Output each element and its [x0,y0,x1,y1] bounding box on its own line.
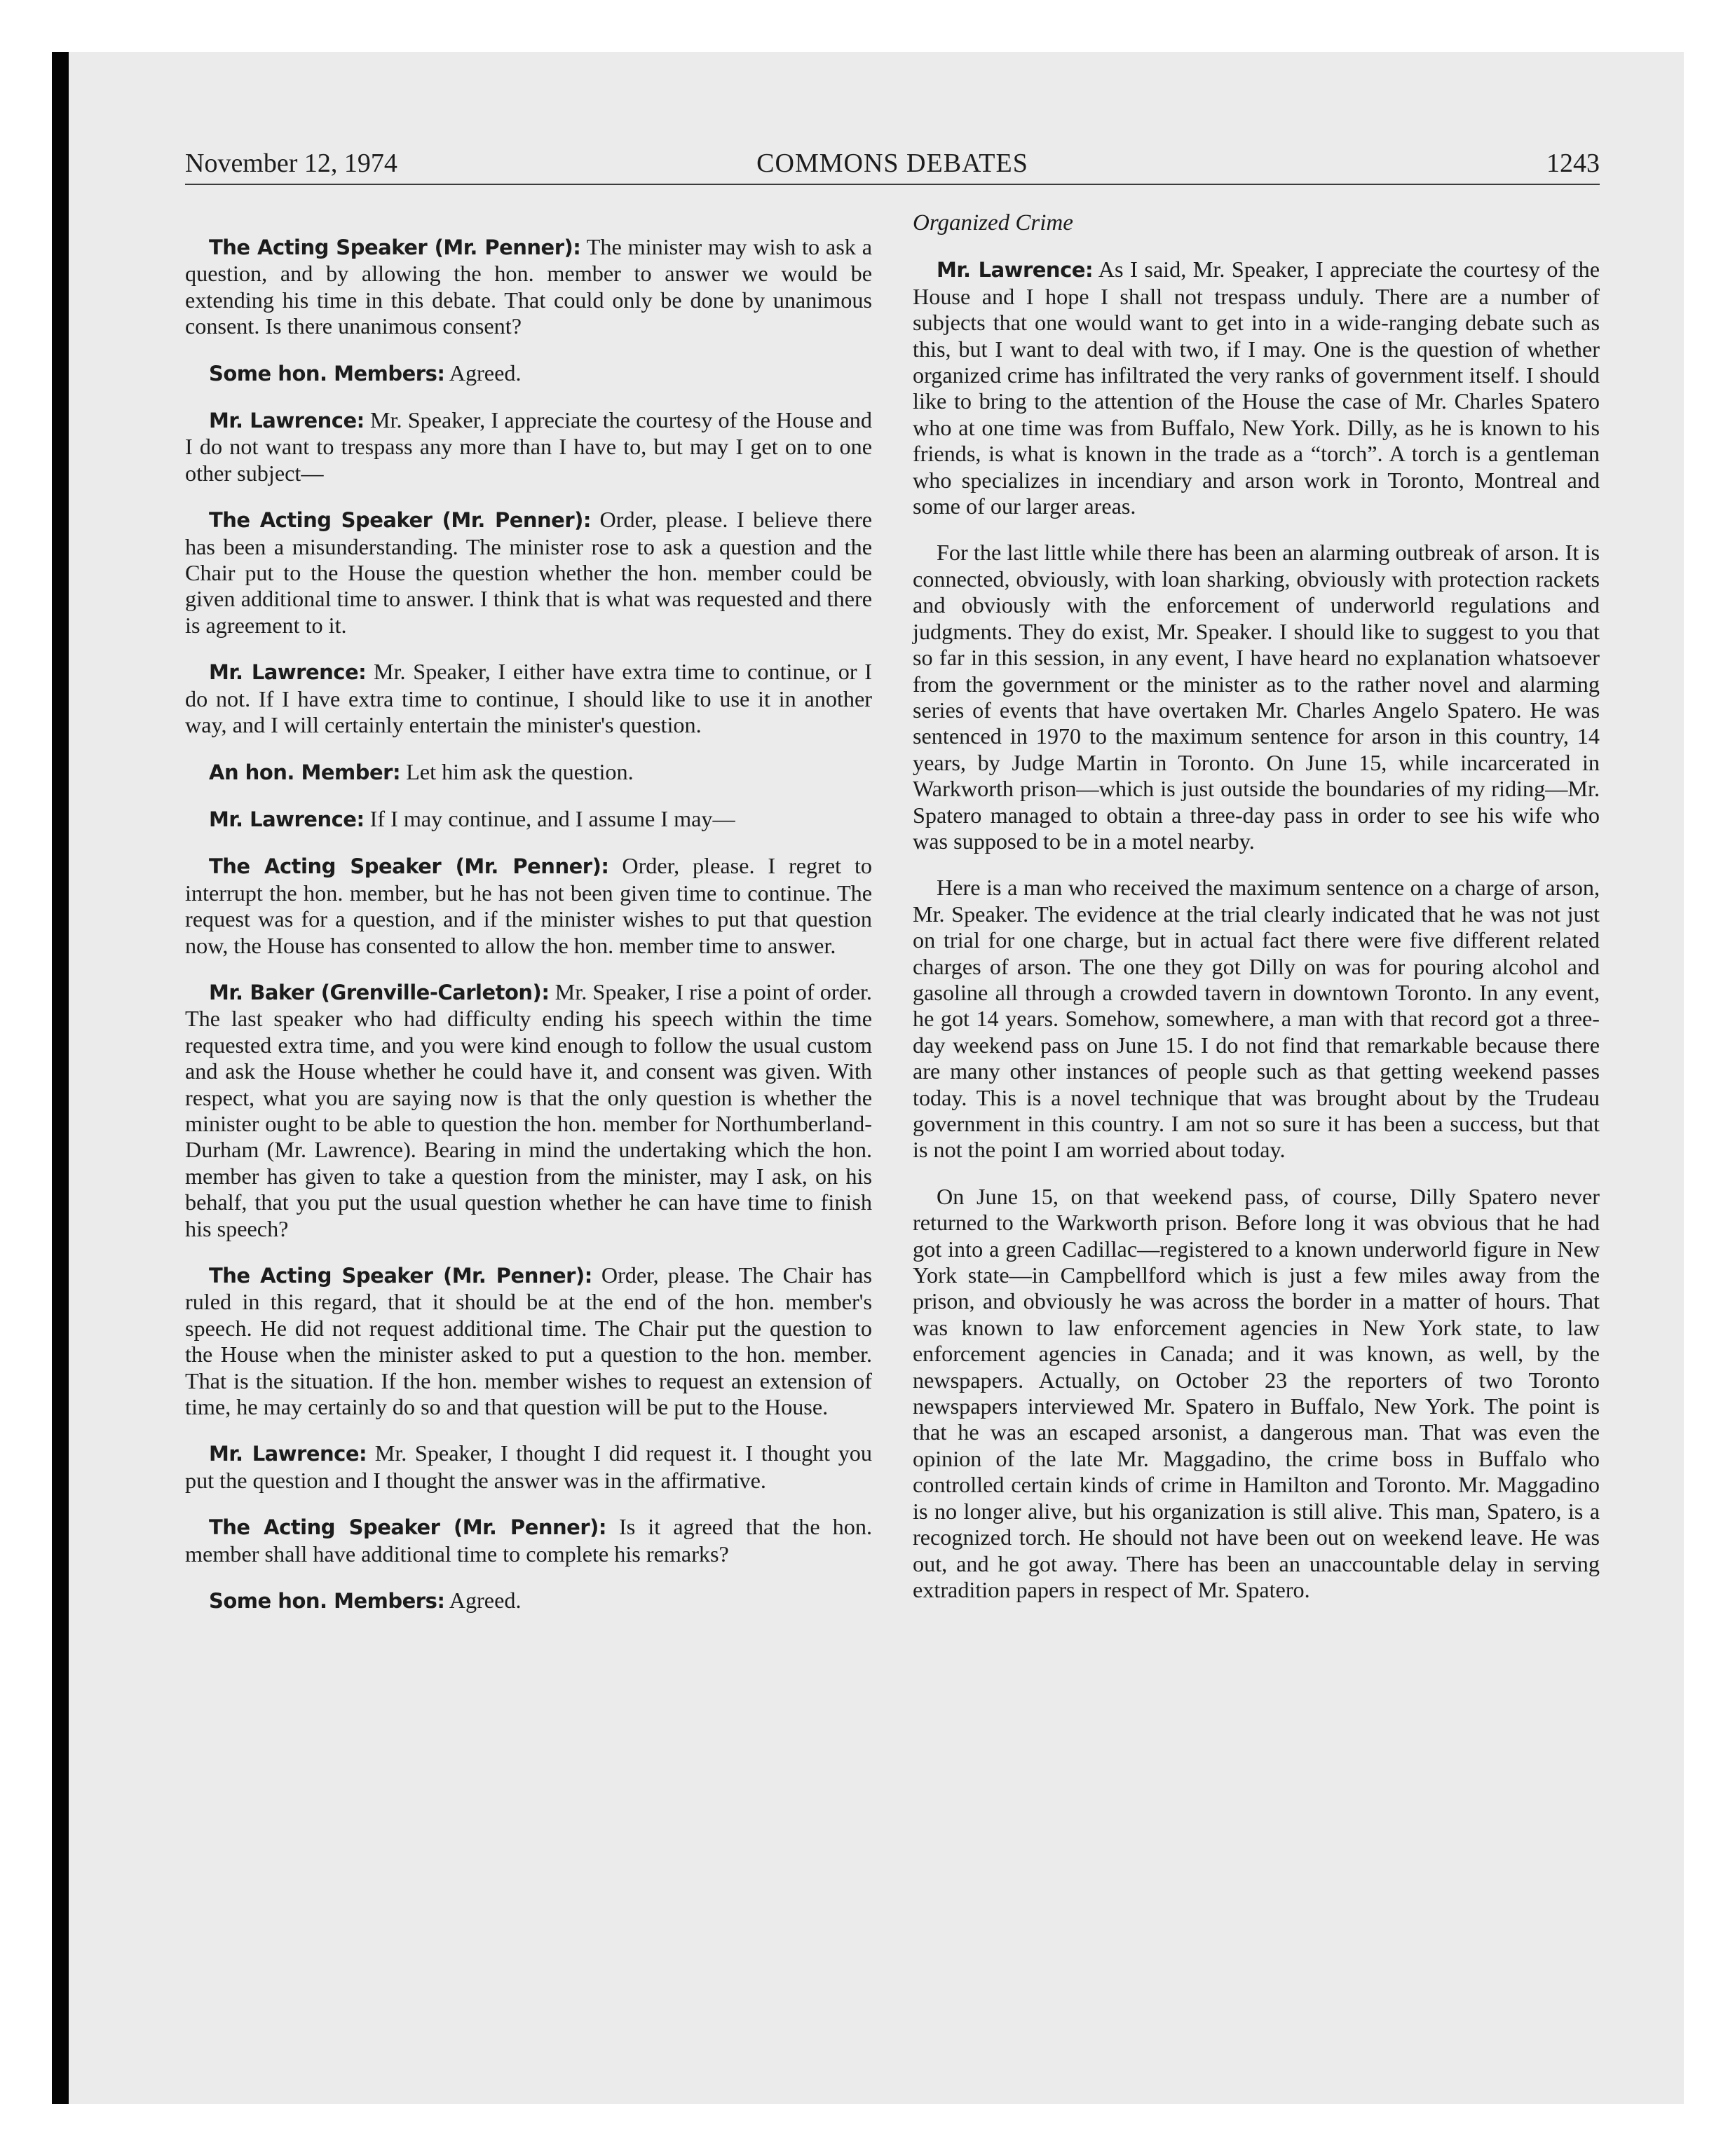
speech-text: Mr. Speaker, I rise a point of order. The last speaker who had difficulty ending his speech within the time requested extra time, and you were kind enough to follow the usual custom and ask the House whether he could have it, and consent was given. With respect, what you are saying now is that the only question is whether the minister ought to be able to question the hon. member for Northumberland-Durham (Mr. Lawrence). Bearing in mind the undertaking which the hon. member has given to take a question from the minister, may I ask, on his behalf, that you put the usual question whether he can have time to finish his speech? [185,978,872,1241]
paragraph [913,1184,1600,1604]
speaker-name: Some hon. Members: [209,1589,445,1613]
paragraph [185,1514,872,1567]
scan-border [52,52,69,2104]
page-header [185,144,1600,185]
header-title: COMMONS DEBATES [756,149,1028,178]
speech-text: As I said, Mr. Speaker, I appreciate the courtesy of the House and I hope I shall not trespass unduly. There are a number of subjects that one would want to get into in a wide-ranging debate such as this, but I want to deal with two, if I may. One is the question of whether organized crime has infiltrated the very ranks of government itself. I should like to bring to the attention of the House the case of Mr. Charles Spatero who at one time was from Buffalo, New York. Dilly, as he is known to his friends, is what is known in the trade as a “torch”. A torch is a gentleman who specializes in incendiary and arson work in Toronto, Montreal and some of our larger areas. [913,257,1600,519]
speech-text: Mr. Speaker, I either have extra time to continue, or I do not. If I have extra time to continue, I should like to use it in another way, and I will certainly entertain the minister's question. [185,659,872,738]
speaker-name: The Acting Speaker (Mr. Penner): [209,854,609,879]
speech-text: Mr. Speaker, I thought I did request it. I thought you put the question and I thought the answer was in the affirmative. [185,1440,872,1493]
speaker-name: Mr. Lawrence: [209,807,365,831]
speaker-name: The Acting Speaker (Mr. Penner): [209,508,591,533]
paragraph [185,853,872,959]
speaker-name: Mr. Baker (Grenville-Carleton): [209,980,550,1004]
paragraph [913,540,1600,854]
speech-text: Here is a man who received the maximum sentence on a charge of arson, Mr. Speaker. The evidence at the trial clearly indicated that he was not just on trial for one charge, but in actual fact there were five different related charges of arson. The one they got Dilly on was for pouring alcohol and gasoline all through a crowded tavern in downtown Toronto. In any event, he got 14 years. Somehow, somewhere, a man with that record got a three-day weekend pass on June 15. I do not find that remarkable because there are many other instances of people such as that getting weekend passes today. This is a novel technique that was brought about by the Trudeau government in this country. I am not so sure it has been a success, but that is not the point I am worried about today. [913,875,1600,1163]
paragraph [185,407,872,486]
speech-text: The minister may wish to ask a question, and by allowing the hon. member to answer we would be extending his time in this debate. That could only be done by unanimous consent. Is there unanimous consent? [185,234,873,339]
section-heading: Organized Crime [913,210,1073,236]
speech-text: Mr. Speaker, I appreciate the courtesy of the House and I do not want to trespass any more than I have to, but may I get on to one other subject— [185,407,872,486]
speaker-name: Mr. Lawrence: [209,409,365,433]
speech-text: Order, please. The Chair has ruled in this regard, that it should be at the end of the hon. member's speech. He did not request additional time. The Chair put the question to the House when the minister asked to put a question to the hon. member. That is the situation. If the hon. member wishes to request an extension of time, he may certainly do so and that question will be put to the House. [185,1262,872,1420]
speech-text: Agreed. [444,1588,522,1613]
paragraph [185,1440,872,1494]
paragraph [913,257,1600,519]
speech-text: Order, please. I believe there has been a misunderstanding. The minister rose to ask a question and the Chair put to the House the question whether the hon. member could be given additional time to answer. I think that is what was requested and there is agreement to it. [185,507,872,638]
speech-text: Agreed. [444,360,522,386]
speech-text: Let him ask the question. [400,758,634,784]
speech-text: Order, please. I regret to interrupt the hon. member, but he has not been given time to continue. The request was for a question, and if the minister wishes to put that question now, the House has consented to allow the hon. member time to answer. [185,853,872,958]
paragraph [185,1588,872,1614]
speaker-name: Some hon. Members: [209,361,445,386]
speech-text: For the last little while there has been an alarming outbreak of arson. It is connected, obviously, with loan sharking, obviously with protection rackets and obviously with the enforcement of underworld regulations and judgments. They do exist, Mr. Speaker. I should like to suggest to you that so far in this session, in any event, I have heard no explanation whatsoever from the government or the minister as to the rather novel and alarming series of events that have overtaken Mr. Charles Angelo Spatero. He was sentenced in 1970 to the maximum sentence for arson in this country, 14 years, by Judge Martin in Toronto. On June 15, while incarcerated in Warkworth prison—which is just outside the boundaries of my riding—Mr. Spatero managed to obtain a three-day pass in order to see his wife who was supposed to be in a motel nearby. [913,540,1600,854]
speech-text: On June 15, on that weekend pass, of course, Dilly Spatero never returned to the Warkworth prison. Before long it was obvious that he had got into a green Cadillac—registered to a known underworld figure in New York state—in Campbellford which is just a few miles away from the prison, and obviously he was across the border in a matter of hours. That was known to law enforcement agencies in New York state, to law enforcement agencies in Canada; and it was known, as well, by the newspapers. Actually, on October 23 the reporters of two Toronto newspapers interviewed Mr. Spatero in Buffalo, New York. The point is that he was an escaped arsonist, a dangerous man. That was even the opinion of the late Mr. Maggadino, the crime boss in Buffalo who controlled certain kinds of crime in Hamilton and Toronto. Mr. Maggadino is no longer alive, but his organization is still alive. This man, Spatero, is a recognized torch. He should not have been out on weekend leave. He was out, and he got away. There has been an unaccountable delay in serving extradition papers in respect of Mr. Spatero. [913,1183,1600,1602]
speaker-name: The Acting Speaker (Mr. Penner): [209,236,581,259]
speaker-name: Mr. Lawrence: [209,1442,367,1466]
paragraph [185,806,872,833]
header-date: November 12, 1974 [185,149,397,178]
speaker-name: An hon. Member: [209,760,401,784]
right-column [913,210,1600,1623]
speaker-name: The Acting Speaker (Mr. Penner): [209,1264,592,1288]
left-column [185,234,872,1635]
speech-text: Is it agreed that the hon. member shall have additional time to complete his remarks? [185,1514,873,1567]
speaker-name: Mr. Lawrence: [937,258,1094,282]
paragraph [185,507,872,639]
paragraph [185,360,872,387]
paragraph [185,234,872,340]
page-number: 1243 [1546,149,1600,178]
paragraph [185,979,872,1242]
speech-text: If I may continue, and I assume I may— [364,805,735,831]
paragraph [185,659,872,738]
paragraph [185,759,872,786]
paragraph [913,875,1600,1163]
paragraph [185,1262,872,1420]
speaker-name: Mr. Lawrence: [209,660,367,685]
speaker-name: The Acting Speaker (Mr. Penner): [209,1515,606,1540]
